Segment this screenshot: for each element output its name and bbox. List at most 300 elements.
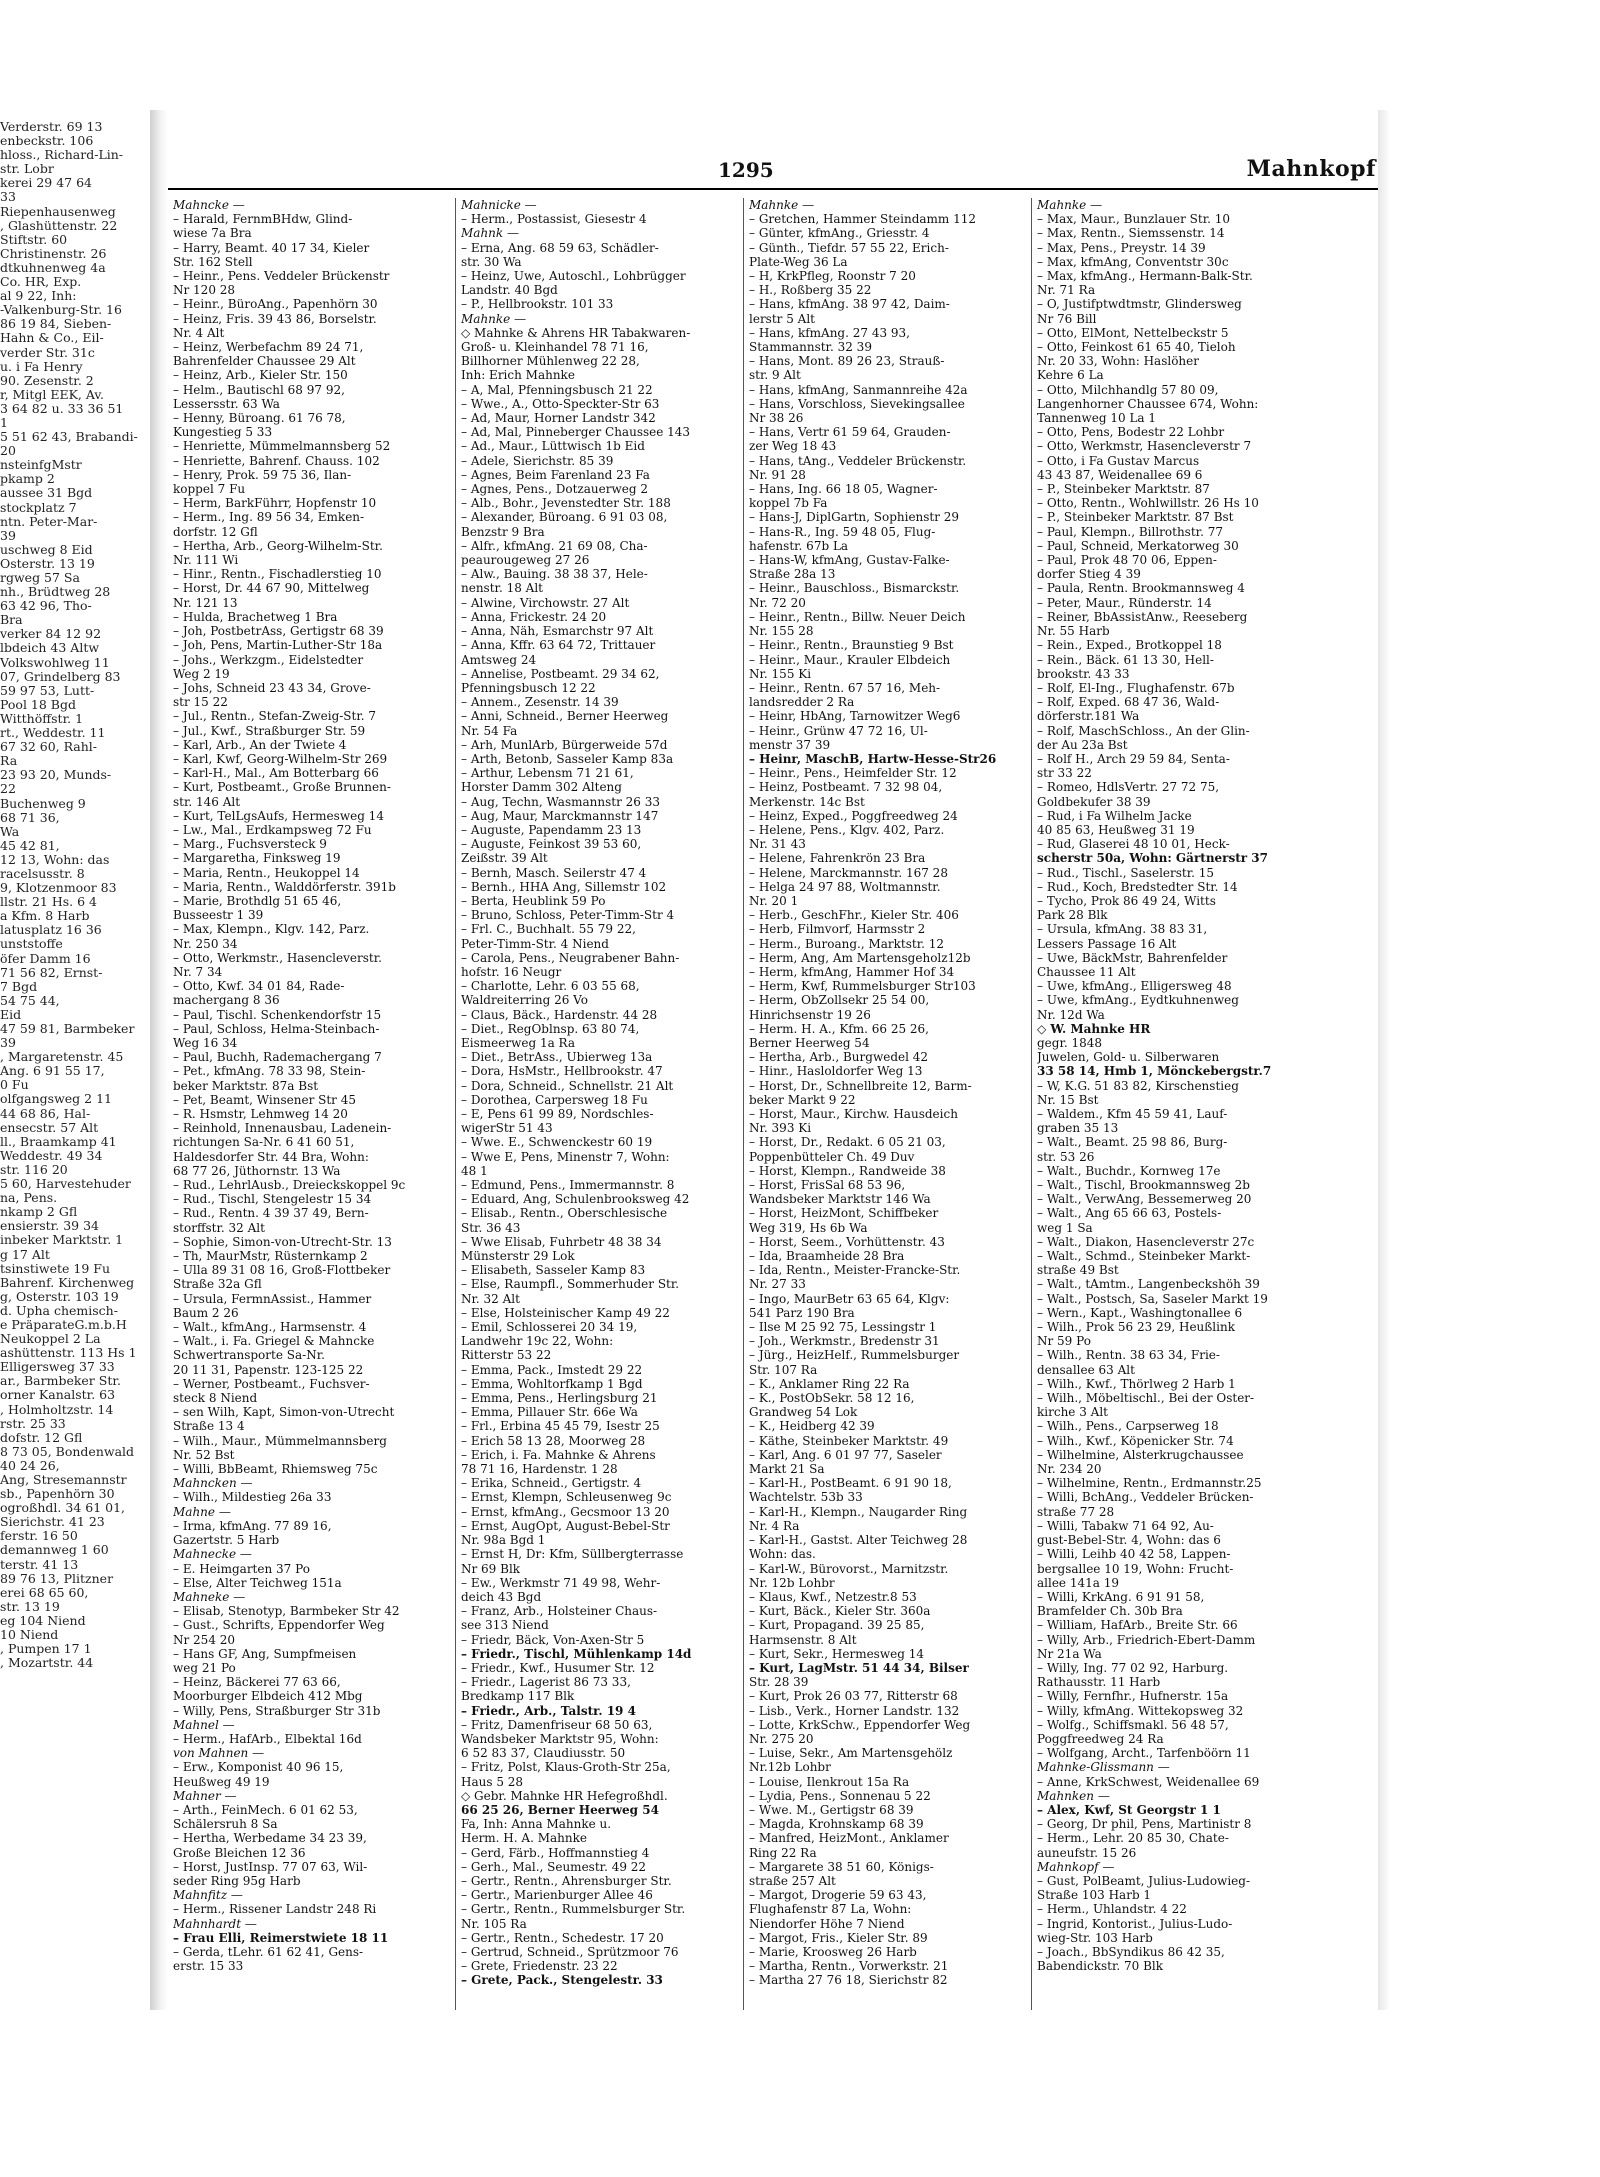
directory-entry: straße 257 Alt bbox=[749, 1873, 836, 1888]
facing-page-line: 12 13, Wohn: das bbox=[0, 851, 110, 867]
directory-entry: – Helene, Fahrenkrön 23 Bra bbox=[749, 851, 926, 866]
facing-page-line: enbeckstr. 106 bbox=[0, 133, 94, 149]
directory-entry: 48 1 bbox=[461, 1163, 488, 1178]
directory-entry: – Ingo, MaurBetr 63 65 64, Klgv: bbox=[749, 1291, 950, 1306]
directory-entry: – Ida, Rentn., Meister-Francke-Str. bbox=[749, 1263, 961, 1278]
directory-entry: Nr. 15 Bst bbox=[1037, 1092, 1099, 1107]
surname-heading: Mahnke — bbox=[749, 198, 815, 212]
directory-entry: – Ernst, AugOpt, August-Bebel-Str bbox=[461, 1518, 670, 1533]
directory-entry: – Erw., Komponist 40 96 15, bbox=[173, 1760, 344, 1775]
directory-entry: richtungen Sa-Nr. 6 41 60 51, bbox=[173, 1135, 355, 1150]
directory-entry: Nr. 31 43 bbox=[749, 837, 806, 852]
directory-entry: weg 21 Po bbox=[173, 1660, 236, 1675]
facing-page-line: Neukoppel 2 La bbox=[0, 1331, 101, 1347]
directory-entry: – Bernh., HHA Ang, Sillemstr 102 bbox=[461, 879, 667, 894]
directory-entry: – Walt., Diakon, Hasencleverstr 27c bbox=[1037, 1234, 1255, 1249]
facing-page-line: Verderstr. 69 13 bbox=[0, 120, 103, 134]
directory-entry: Peter-Timm-Str. 4 Niend bbox=[461, 936, 609, 951]
directory-entry: – Else, Holsteinischer Kamp 49 22 bbox=[461, 1305, 670, 1320]
surname-heading: Mahnel — bbox=[173, 1717, 235, 1732]
directory-entry: Kungestieg 5 33 bbox=[173, 425, 273, 440]
directory-entry: – Hans-R., Ing. 59 48 05, Flug- bbox=[749, 524, 936, 539]
directory-entry: Kehre 6 La bbox=[1037, 368, 1104, 383]
facing-page-line: g 17 Alt bbox=[0, 1246, 50, 1262]
directory-entry: Nr.12b Lohbr bbox=[749, 1760, 831, 1775]
directory-entry: – Hinr., Hasloldorfer Weg 13 bbox=[749, 1064, 923, 1079]
directory-entry: Haus 5 28 bbox=[461, 1774, 524, 1789]
directory-entry: – Otto, ElMont, Nettelbeckstr 5 bbox=[1037, 325, 1229, 340]
directory-entry: – Erich 58 13 28, Moorweg 28 bbox=[461, 1433, 646, 1448]
directory-entry: – Otto, Werkmstr, Hasencleverstr 7 bbox=[1037, 439, 1252, 454]
surname-heading: Mahne — bbox=[173, 1504, 231, 1519]
facing-page-line: Stiftstr. 60 bbox=[0, 231, 68, 247]
directory-entry: – Herm, Kwf, Rummelsburger Str103 bbox=[749, 979, 976, 994]
directory-entry: straße 77 28 bbox=[1037, 1504, 1115, 1519]
directory-entry: – Maria, Rentn., Walddörferstr. 391b bbox=[173, 879, 396, 894]
directory-entry: – Herm., Postassist, Giesestr 4 bbox=[461, 212, 647, 227]
directory-entry: – Max, Pens., Preystr. 14 39 bbox=[1037, 240, 1206, 255]
directory-entry: – Heinr., Bauschloss., Bismarckstr. bbox=[749, 581, 960, 596]
directory-entry: – Heinz, Postbeamt. 7 32 98 04, bbox=[749, 780, 943, 795]
facing-page-line: nsteinfgMstr bbox=[0, 457, 82, 473]
directory-entry: – Romeo, HdlsVertr. 27 72 75, bbox=[1037, 780, 1220, 795]
facing-page-line: , Pumpen 17 1 bbox=[0, 1641, 92, 1657]
directory-entry: – E. Heimgarten 37 Po bbox=[173, 1561, 310, 1576]
facing-page-line: 40 24 26, bbox=[0, 1457, 60, 1473]
directory-entry: – Willy, Ing. 77 02 92, Harburg. bbox=[1037, 1660, 1229, 1675]
directory-entry: – Otto, Werkmstr., Hasencleverstr. bbox=[173, 950, 382, 965]
facing-page-line: 9, Klotzenmoor 83 bbox=[0, 880, 117, 896]
facing-page-line: Osterstr. 13 19 bbox=[0, 555, 95, 571]
directory-entry: – Otto, Milchhandlg 57 80 09, bbox=[1037, 382, 1219, 397]
facing-page-line: Witthöffstr. 1 bbox=[0, 710, 84, 726]
facing-page-line: Elligersweg 37 33 bbox=[0, 1359, 115, 1375]
directory-entry: – Kurt, Prok 26 03 77, Ritterstr 68 bbox=[749, 1689, 958, 1704]
facing-page-line: demannweg 1 60 bbox=[0, 1542, 109, 1558]
directory-entry: – Willi, KrkAng. 6 91 91 58, bbox=[1037, 1589, 1205, 1604]
directory-entry: – Emil, Schlosserei 20 34 19, bbox=[461, 1320, 638, 1335]
directory-entry: Wandsbeker Marktstr 146 Wa bbox=[749, 1192, 931, 1207]
directory-entry: – Heinz, Arb., Kieler Str. 150 bbox=[173, 368, 348, 383]
facing-page-line: 3 64 82 u. 33 36 51 bbox=[0, 400, 124, 416]
directory-entry: – Karl-H., Mal., Am Botterbarg 66 bbox=[173, 766, 379, 781]
directory-entry: – Hans GF, Ang, Sumpfmeisen bbox=[173, 1646, 357, 1661]
directory-entry: – Wern., Kapt., Washingtonallee 6 bbox=[1037, 1305, 1243, 1320]
directory-entry: Nr. 27 33 bbox=[749, 1277, 806, 1292]
directory-entry: – Maria, Rentn., Heukoppel 14 bbox=[173, 865, 360, 880]
directory-entry: – Willy, Arb., Friedrich-Ebert-Damm bbox=[1037, 1632, 1256, 1647]
directory-page bbox=[168, 130, 1378, 2010]
directory-entry: – Herm, Ang, Am Martensgeholz12b bbox=[749, 950, 971, 965]
facing-page-line: Co. HR, Exp. bbox=[0, 274, 82, 290]
directory-entry: Moorburger Elbdeich 412 Mbg bbox=[173, 1689, 363, 1704]
directory-entry: – Gerd, Färb., Hoffmannstieg 4 bbox=[461, 1845, 650, 1860]
directory-entry: – Paul, Schloss, Helma-Steinbach- bbox=[173, 1021, 380, 1036]
directory-entry: – Horst, Dr., Schnellbreite 12, Barm- bbox=[749, 1078, 972, 1093]
directory-entry: – P., Steinbeker Marktstr. 87 bbox=[1037, 482, 1210, 497]
directory-entry: Nr. 55 Harb bbox=[1037, 624, 1110, 639]
directory-entry: Nr. 12d Wa bbox=[1037, 1007, 1105, 1022]
directory-entry: – Diet., BetrAss., Ubierweg 13a bbox=[461, 1050, 653, 1065]
directory-entry: – O, Justifptwdtmstr, Glindersweg bbox=[1037, 297, 1242, 312]
directory-entry: – Marg., Fuchsversteck 9 bbox=[173, 837, 327, 852]
directory-entry: Nr 38 26 bbox=[749, 411, 804, 426]
facing-page-line: 33 bbox=[0, 189, 16, 205]
directory-entry: – Otto, i Fa Gustav Marcus bbox=[1037, 453, 1200, 468]
directory-entry: 33 58 14, Hmb 1, Mönckebergstr.7 bbox=[1037, 1064, 1272, 1079]
facing-page-line: 1 bbox=[0, 414, 8, 430]
directory-entry: – Frl., Erbina 45 45 79, Isestr 25 bbox=[461, 1419, 660, 1434]
facing-page-line: 68 71 36, bbox=[0, 809, 60, 825]
directory-entry: – Ursula, FermnAssist., Hammer bbox=[173, 1291, 372, 1306]
directory-entry: straße 49 Bst bbox=[1037, 1263, 1119, 1278]
directory-entry: – Gerh., Mal., Seumestr. 49 22 bbox=[461, 1859, 647, 1874]
facing-page-line: 71 56 82, Ernst- bbox=[0, 964, 103, 980]
directory-entry: 20 11 31, Papenstr. 123-125 22 bbox=[173, 1362, 364, 1377]
directory-entry: – Sophie, Simon-von-Utrecht-Str. 13 bbox=[173, 1234, 392, 1249]
directory-entry: – Ernst, kfmAng., Gecsmoor 13 20 bbox=[461, 1504, 670, 1519]
directory-entry: Nr. 20 1 bbox=[749, 893, 799, 908]
facing-page-line: al 9 22, Inh: bbox=[0, 288, 77, 304]
directory-entry: – Horst, Seem., Vorhüttenstr. 43 bbox=[749, 1234, 945, 1249]
directory-entry: Nr. 105 Ra bbox=[461, 1916, 527, 1931]
directory-entry: – Henriette, Mümmelmannsberg 52 bbox=[173, 439, 391, 454]
facing-page-line: ogroßhdl. 34 61 01, bbox=[0, 1500, 126, 1516]
directory-entry: – Paul, Tischl. Schenkendorfstr 15 bbox=[173, 1007, 382, 1022]
directory-entry: – Walt., Ang 65 66 63, Postels- bbox=[1037, 1206, 1222, 1221]
directory-entry: – Heinz, Bäckerei 77 63 66, bbox=[173, 1675, 341, 1690]
directory-entry: – Peter, Maur., Ründerstr. 14 bbox=[1037, 595, 1212, 610]
surname-heading: Mahnke — bbox=[1037, 198, 1103, 212]
directory-entry: Lessers Passage 16 Alt bbox=[1037, 936, 1177, 951]
directory-entry: – Reinhold, Innenausbau, Ladenein- bbox=[173, 1121, 392, 1136]
directory-entry: – Paul, Schneid, Merkatorweg 30 bbox=[1037, 538, 1239, 553]
directory-entry: – Lw., Mal., Erdkampsweg 72 Fu bbox=[173, 822, 372, 837]
directory-entry: – Wwe. E., Schwenckestr 60 19 bbox=[461, 1135, 653, 1150]
directory-entry: – Paul, Prok 48 70 06, Eppen- bbox=[1037, 553, 1217, 568]
directory-entry: – Carola, Pens., Neugrabener Bahn- bbox=[461, 950, 680, 965]
directory-entry: machergang 8 36 bbox=[173, 993, 280, 1008]
page-edge bbox=[1378, 110, 1390, 2010]
directory-entry: – Wilh., Pens., Carpserweg 18 bbox=[1037, 1419, 1219, 1434]
facing-page-line: na, Pens. bbox=[0, 1190, 58, 1206]
directory-entry: Straße 103 Harb 1 bbox=[1037, 1888, 1152, 1903]
directory-entry: – Wwe E, Pens, Minenstr 7, Wohn: bbox=[461, 1149, 670, 1164]
directory-entry: Flughafenstr 87 La, Wohn: bbox=[749, 1902, 912, 1917]
directory-entry: Weg 2 19 bbox=[173, 666, 230, 681]
directory-entry: Park 28 Blk bbox=[1037, 908, 1108, 923]
directory-entry: Wandsbeker Marktstr 95, Wohn: bbox=[461, 1731, 659, 1746]
directory-entry: Nr. 234 20 bbox=[1037, 1462, 1102, 1477]
directory-entry: Straße 13 4 bbox=[173, 1419, 245, 1434]
facing-page-line: tsinstiwete 19 Fu bbox=[0, 1260, 111, 1276]
directory-entry: – Willy, Fernfhr., Hufnerstr. 15a bbox=[1037, 1689, 1229, 1704]
directory-entry: – Herb., GeschFhr., Kieler Str. 406 bbox=[749, 908, 959, 923]
directory-entry: 6 52 83 37, Claudiusstr. 50 bbox=[461, 1746, 626, 1761]
directory-entry: Chaussee 11 Alt bbox=[1037, 964, 1136, 979]
directory-entry: Große Bleichen 12 36 bbox=[173, 1845, 306, 1860]
directory-entry: – Joh., Werkmstr., Bredenstr 31 bbox=[749, 1334, 940, 1349]
directory-entry: – Ursula, kfmAng. 38 83 31, bbox=[1037, 922, 1208, 937]
directory-entry: – Willy, Pens, Straßburger Str 31b bbox=[173, 1703, 381, 1718]
directory-entry: Eismeerweg 1a Ra bbox=[461, 1035, 576, 1050]
facing-page-line: nh., Brüdtweg 28 bbox=[0, 584, 111, 600]
directory-entry: – Agnes, Beim Farenland 23 Fa bbox=[461, 467, 650, 482]
facing-page-line: sb., Papenhörn 30 bbox=[0, 1486, 115, 1502]
facing-page-line: -Valkenburg-Str. 16 bbox=[0, 302, 122, 318]
directory-entry: 40 85 63, Heußweg 31 19 bbox=[1037, 822, 1195, 837]
directory-entry: – Harald, FernmBHdw, Glind- bbox=[173, 212, 353, 227]
directory-entry: – Arth, Betonb, Sasseler Kamp 83a bbox=[461, 751, 674, 766]
directory-entry: – Walt., Buchdr., Kornweg 17e bbox=[1037, 1163, 1221, 1178]
directory-entry: Nr. 54 Fa bbox=[461, 723, 518, 738]
directory-entry: – Hulda, Brachetweg 1 Bra bbox=[173, 609, 338, 624]
facing-page-line: olfgangsweg 2 11 bbox=[0, 1091, 112, 1107]
directory-entry: Wohn: das. bbox=[749, 1547, 816, 1562]
directory-entry: Nr. 4 Ra bbox=[749, 1518, 800, 1533]
directory-entry: – Wilh., Kwf., Thörlweg 2 Harb 1 bbox=[1037, 1376, 1236, 1391]
directory-entry: ◇ W. Mahnke HR bbox=[1037, 1021, 1151, 1036]
facing-page-line: ar., Barmbeker Str. bbox=[0, 1373, 121, 1389]
facing-page-line: rstr. 25 33 bbox=[0, 1415, 66, 1431]
directory-entry: – Wwe Elisab, Fuhrbetr 48 38 34 bbox=[461, 1234, 662, 1249]
directory-entry: – Alfr., kfmAng. 21 69 08, Cha- bbox=[461, 538, 648, 553]
directory-entry: steck 8 Niend bbox=[173, 1391, 258, 1406]
facing-page-line: Christinenstr. 26 bbox=[0, 245, 107, 261]
directory-entry: – Karl-H., Klempn., Naugarder Ring bbox=[749, 1504, 968, 1519]
directory-entry: – Wilh., Mildestieg 26a 33 bbox=[173, 1490, 332, 1505]
directory-entry: – Karl, Ang. 6 01 97 77, Saseler bbox=[749, 1447, 942, 1462]
directory-entry: – Kurt, TelLgsAufs, Hermesweg 14 bbox=[173, 808, 384, 823]
directory-entry: – Erich, i. Fa. Mahnke & Ahrens bbox=[461, 1447, 656, 1462]
directory-entry: – H., Roßberg 35 22 bbox=[749, 283, 872, 298]
facing-page-line: 20 bbox=[0, 443, 16, 459]
directory-entry: – Karl, Kwf, Georg-Wilhelm-Str 269 bbox=[173, 751, 388, 766]
directory-entry: gust-Bebel-Str. 4, Wohn: das 6 bbox=[1037, 1533, 1221, 1548]
directory-entry: – Arth., FeinMech. 6 01 62 53, bbox=[173, 1802, 358, 1817]
directory-entry: – Adele, Sierichstr. 85 39 bbox=[461, 453, 614, 468]
directory-entry: – Hans, kfmAng, Sanmannreihe 42a bbox=[749, 382, 968, 397]
directory-entry: Ring 22 Ra bbox=[749, 1845, 817, 1860]
directory-entry: ◇ Gebr. Mahnke HR Hefegroßhdl. bbox=[461, 1788, 668, 1803]
facing-page-line: 67 32 60, Rahl- bbox=[0, 739, 98, 755]
directory-entry: – Marie, Kroosweg 26 Harb bbox=[749, 1944, 917, 1959]
facing-page-line: aussee 31 Bgd bbox=[0, 485, 93, 501]
directory-entry: – Dora, HsMstr., Hellbrookstr. 47 bbox=[461, 1064, 663, 1079]
facing-page-line: 8 73 05, Bondenwald bbox=[0, 1443, 135, 1459]
directory-entry: Nr 21a Wa bbox=[1037, 1646, 1102, 1661]
directory-entry: Inh: Erich Mahnke bbox=[461, 368, 575, 383]
directory-entry: Str. 162 Stell bbox=[173, 254, 253, 269]
directory-entry: str 15 22 bbox=[173, 695, 228, 710]
directory-entry: Berner Heerweg 54 bbox=[749, 1035, 870, 1050]
facing-page-line: 10 Niend bbox=[0, 1627, 59, 1643]
directory-entry: seder Ring 95g Harb bbox=[173, 1873, 301, 1888]
directory-entry: – Max, kfmAng., Hermann-Balk-Str. bbox=[1037, 269, 1253, 284]
directory-entry: nenstr. 18 Alt bbox=[461, 581, 543, 596]
directory-entry: Rathausstr. 11 Harb bbox=[1037, 1675, 1161, 1690]
directory-entry: – Reiner, BbAssistAnw., Reeseberg bbox=[1037, 609, 1248, 624]
facing-page-line: unststoffe bbox=[0, 936, 63, 952]
surname-heading: Mahnhardt — bbox=[173, 1916, 257, 1931]
directory-entry: Busseestr 1 39 bbox=[173, 908, 264, 923]
column-3 bbox=[744, 198, 1032, 2010]
directory-entry: – Pet., kfmAng. 78 33 98, Stein- bbox=[173, 1064, 366, 1079]
facing-page-line: orner Kanalstr. 63 bbox=[0, 1387, 116, 1403]
directory-entry: Tannenweg 10 La 1 bbox=[1037, 411, 1157, 426]
facing-page-line: hloss., Richard-Lin- bbox=[0, 147, 124, 163]
facing-page-line: verker 84 12 92 bbox=[0, 626, 102, 642]
directory-entry: zer Weg 18 43 bbox=[749, 439, 837, 454]
facing-page-line: 47 59 81, Barmbeker bbox=[0, 1021, 135, 1036]
directory-entry: lerstr 5 Alt bbox=[749, 311, 815, 326]
facing-page-line: 7 Bgd bbox=[0, 978, 38, 994]
directory-entry: – Wilh., Prok 56 23 29, Heußlink bbox=[1037, 1320, 1235, 1335]
facing-page-line: lbdeich 43 Altw bbox=[0, 640, 100, 656]
directory-entry: – Rolf, Exped. 68 47 36, Wald- bbox=[1037, 695, 1220, 710]
page-header bbox=[168, 130, 1378, 190]
directory-entry: str. 9 Alt bbox=[749, 368, 801, 383]
directory-entry: Nr. 4 Alt bbox=[173, 325, 225, 340]
directory-entry: Bahrenfelder Chaussee 29 Alt bbox=[173, 354, 356, 369]
facing-page-line: terstr. 41 13 bbox=[0, 1556, 79, 1572]
directory-entry: – Horst, Klempn., Randweide 38 bbox=[749, 1163, 946, 1178]
directory-entry: hofstr. 16 Neugr bbox=[461, 964, 562, 979]
directory-entry: – Emma, Pack., Imstedt 29 22 bbox=[461, 1362, 643, 1377]
facing-page-line: 22 bbox=[0, 781, 16, 797]
directory-entry: menstr 37 39 bbox=[749, 737, 831, 752]
facing-page-line: racelsusstr. 8 bbox=[0, 865, 85, 881]
directory-entry: Nr. 111 Wi bbox=[173, 553, 239, 568]
facing-page-line: Riepenhausenweg bbox=[0, 203, 116, 219]
directory-entry: – Eduard, Ang, Schulenbrooksweg 42 bbox=[461, 1192, 690, 1207]
directory-entry: – Ew., Werkmstr 71 49 98, Wehr- bbox=[461, 1575, 661, 1590]
facing-page-line: , Glashüttenstr. 22 bbox=[0, 217, 118, 233]
facing-page-line: nkamp 2 Gfl bbox=[0, 1204, 78, 1220]
facing-page-line: öfer Damm 16 bbox=[0, 950, 91, 966]
facing-page-line: Weddestr. 49 34 bbox=[0, 1147, 103, 1163]
directory-entry: kirche 3 Alt bbox=[1037, 1405, 1108, 1420]
directory-entry: Wachtelstr. 53b 33 bbox=[749, 1490, 863, 1505]
directory-entry: koppel 7 Fu bbox=[173, 482, 246, 497]
directory-entry: Münsterstr 29 Lok bbox=[461, 1249, 575, 1264]
directory-entry: – Helene, Pens., Klgv. 402, Parz. bbox=[749, 822, 945, 837]
directory-entry: – Heinr., BüroAng., Papenhörn 30 bbox=[173, 297, 378, 312]
facing-page-line: inbeker Marktstr. 1 bbox=[0, 1232, 124, 1248]
directory-entry: – Willy, kfmAng. Wittekopsweg 32 bbox=[1037, 1703, 1244, 1718]
column-1 bbox=[168, 198, 456, 2010]
directory-entry: – Harry, Beamt. 40 17 34, Kieler bbox=[173, 240, 370, 255]
directory-entry: – Wolfgang, Archt., Tarfenböörn 11 bbox=[1037, 1746, 1251, 1761]
directory-entry: – Wolfg., Schiffsmakl. 56 48 57, bbox=[1037, 1717, 1229, 1732]
directory-entry: beker Markt 9 22 bbox=[749, 1092, 856, 1107]
directory-entry: dorfer Stieg 4 39 bbox=[1037, 567, 1141, 582]
directory-entry: – Günth., Tiefdr. 57 55 22, Erich- bbox=[749, 240, 949, 255]
directory-entry: – Rud, Glaserei 48 10 01, Heck- bbox=[1037, 837, 1230, 852]
directory-entry: – Willi, BchAng., Veddeler Brücken- bbox=[1037, 1490, 1254, 1505]
directory-entry: – Arthur, Lebensm 71 21 61, bbox=[461, 766, 634, 781]
directory-entry: – Heinr, MaschB, Hartw-Hesse-Str26 bbox=[749, 751, 997, 766]
directory-entry: – A, Mal, Pfenningsbusch 21 22 bbox=[461, 382, 653, 397]
directory-entry: – Edmund, Pens., Immermannstr. 8 bbox=[461, 1178, 675, 1193]
directory-entry: graben 35 13 bbox=[1037, 1121, 1119, 1136]
directory-entry: Harmsenstr. 8 Alt bbox=[749, 1632, 857, 1647]
directory-entry: weg 1 Sa bbox=[1037, 1220, 1093, 1235]
facing-page-line: ll., Braamkamp 41 bbox=[0, 1133, 117, 1149]
directory-entry: – Else, Raumpfl., Sommerhuder Str. bbox=[461, 1277, 680, 1292]
directory-entry: – Otto, Rentn., Wohlwillstr. 26 Hs 10 bbox=[1037, 496, 1259, 511]
book-gutter bbox=[150, 110, 168, 2010]
directory-entry: – Käthe, Steinbeker Marktstr. 49 bbox=[749, 1433, 949, 1448]
directory-entry: – Annelise, Postbeamt. 29 34 62, bbox=[461, 666, 660, 681]
directory-entry: – Gertr., Rentn., Schedestr. 17 20 bbox=[461, 1930, 664, 1945]
directory-entry: – Erna, Ang. 68 59 63, Schädler- bbox=[461, 240, 659, 255]
directory-entry: – Auguste, Feinkost 39 53 60, bbox=[461, 837, 642, 852]
directory-entry: Nr 254 20 bbox=[173, 1632, 236, 1647]
directory-entry: – Johs., Werkzgm., Eidelstedter bbox=[173, 652, 364, 667]
directory-entry: – Margot, Fris., Kieler Str. 89 bbox=[749, 1930, 928, 1945]
directory-entry: storffstr. 32 Alt bbox=[173, 1220, 265, 1235]
directory-entry: – Ernst H, Dr: Kfm, Süllbergterrasse bbox=[461, 1547, 684, 1562]
directory-entry: – Lotte, KrkSchw., Eppendorfer Weg bbox=[749, 1717, 971, 1732]
directory-entry: – Grete, Friedenstr. 23 22 bbox=[461, 1959, 618, 1974]
directory-entry: – Alexander, Büroang. 6 91 03 08, bbox=[461, 510, 668, 525]
directory-entry: – Hans, kfmAng. 38 97 42, Daim- bbox=[749, 297, 950, 312]
directory-entry: Nr 120 28 bbox=[173, 283, 236, 298]
directory-entry: – Friedr., Lagerist 86 73 33, bbox=[461, 1675, 631, 1690]
directory-entry: – Ad., Maur., Lüttwisch 1b Eid bbox=[461, 439, 645, 454]
directory-entry: – Kurt, Propagand. 39 25 85, bbox=[749, 1618, 925, 1633]
facing-page-line: rt., Weddestr. 11 bbox=[0, 725, 106, 741]
directory-entry: – Karl-H., PostBeamt. 6 91 90 18, bbox=[749, 1476, 952, 1491]
directory-entry: – Heinz, Exped., Poggfreedweg 24 bbox=[749, 808, 958, 823]
facing-page-line: Volkswohlweg 11 bbox=[0, 654, 110, 670]
directory-entry: – sen Wilh, Kapt, Simon-von-Utrecht bbox=[173, 1405, 395, 1420]
directory-entry: – Emma, Pillauer Str. 66e Wa bbox=[461, 1405, 638, 1420]
facing-page-line: 07, Grindelberg 83 bbox=[0, 668, 121, 684]
surname-heading: Mahnken — bbox=[1037, 1788, 1110, 1803]
facing-page-line: Hahn & Co., Eil- bbox=[0, 330, 104, 346]
directory-entry: – Margarete 38 51 60, Königs- bbox=[749, 1859, 934, 1874]
directory-entry: Straße 28a 13 bbox=[749, 567, 836, 582]
directory-entry: – Paul, Buchh, Rademachergang 7 bbox=[173, 1050, 382, 1065]
directory-entry: – Helene, Marckmannstr. 167 28 bbox=[749, 865, 948, 880]
directory-entry: – Franz, Arb., Holsteiner Chaus- bbox=[461, 1604, 658, 1619]
directory-entry: – Alwine, Virchowstr. 27 Alt bbox=[461, 595, 630, 610]
directory-entry: – Hans, kfmAng. 27 43 93, bbox=[749, 325, 910, 340]
facing-page-line: 54 75 44, bbox=[0, 992, 60, 1008]
directory-entry: – Rolf H., Arch 29 59 84, Senta- bbox=[1037, 751, 1230, 766]
directory-entry: – Walt., tAmtm., Langenbeckshöh 39 bbox=[1037, 1277, 1260, 1292]
directory-entry: – Manfred, HeizMont., Anklamer bbox=[749, 1831, 949, 1846]
directory-entry: Hinrichsenstr 19 26 bbox=[749, 1007, 871, 1022]
directory-entry: – H, KrkPfleg, Roonstr 7 20 bbox=[749, 269, 916, 284]
directory-entry: see 313 Niend bbox=[461, 1618, 549, 1633]
directory-entry: – Klaus, Kwf., Netzestr.8 53 bbox=[749, 1589, 917, 1604]
directory-entry: str. 53 26 bbox=[1037, 1149, 1095, 1164]
directory-entry: – R. Hsmstr, Lehmweg 14 20 bbox=[173, 1107, 348, 1121]
directory-entry: – Agnes, Pens., Dotzauerweg 2 bbox=[461, 482, 648, 497]
directory-entry: – Bernh, Masch. Seilerstr 47 4 bbox=[461, 865, 647, 880]
directory-columns bbox=[168, 198, 1378, 2010]
directory-entry: Heußweg 49 19 bbox=[173, 1774, 270, 1789]
facing-page-line: 44 68 86, Hal- bbox=[0, 1105, 91, 1121]
directory-entry: Grandweg 54 Lok bbox=[749, 1405, 858, 1420]
facing-page-line: Eid bbox=[0, 1006, 22, 1022]
directory-entry: Pfenningsbusch 12 22 bbox=[461, 680, 596, 695]
directory-entry: Weg 16 34 bbox=[173, 1035, 238, 1050]
directory-entry: – Willi, Leihb 40 42 58, Lappen- bbox=[1037, 1547, 1231, 1562]
